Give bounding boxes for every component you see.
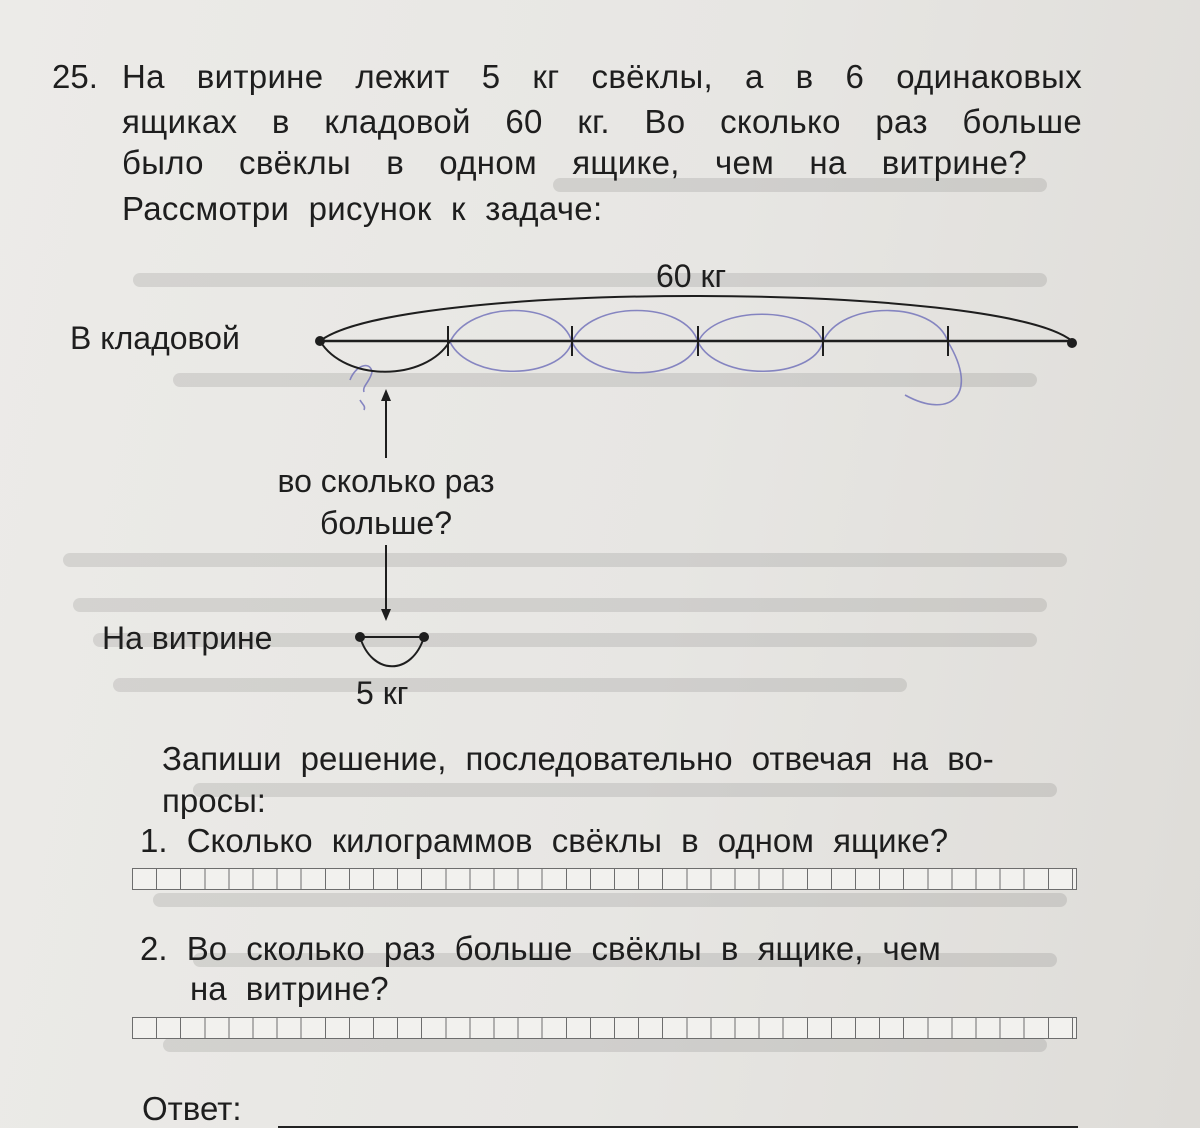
task-number: 25.	[52, 58, 98, 95]
answer-grid-2[interactable]	[132, 1017, 1077, 1039]
shop-label: На витрине	[102, 620, 273, 656]
task-text-line-4: Рассмотри рисунок к задаче:	[122, 190, 603, 227]
question-1-text: 1. Сколько килограммов свёклы в одном ящике?	[140, 822, 949, 859]
question-2-text-line-1: 2. Во сколько раз больше свёклы в ящике, чем	[140, 930, 941, 967]
question-2-text-line-2: на витрине?	[190, 970, 389, 1007]
question-label-line-1: во сколько раз	[277, 463, 495, 499]
storage-start-point	[315, 336, 325, 346]
task-text-line-3: было свёклы в одном ящике, чем на витрине?	[122, 144, 1027, 181]
instructions-line-2: просы:	[162, 782, 266, 819]
total-weight-label: 60 кг	[656, 258, 727, 294]
storage-label: В кладовой	[70, 320, 240, 356]
storage-end-point	[1067, 338, 1077, 348]
storage-segment-line	[320, 296, 1072, 372]
shop-start-point	[355, 632, 365, 642]
task-text-line-2: ящиках в кладовой 60 кг. Во сколько раз больше	[122, 103, 1082, 140]
answer-grid-1[interactable]	[132, 868, 1077, 890]
instructions-line-1: Запиши решение, последовательно отвечая на во-	[162, 740, 994, 777]
answer-label: Ответ:	[142, 1090, 242, 1127]
pencil-arcs	[350, 311, 961, 411]
shop-segment	[360, 637, 424, 666]
task-text-line-1: На витрине лежит 5 кг свёклы, а в 6 одинаковых	[122, 58, 1082, 95]
shop-end-point	[419, 632, 429, 642]
shop-weight-label: 5 кг	[356, 675, 409, 711]
question-label-line-2: больше?	[319, 505, 453, 541]
